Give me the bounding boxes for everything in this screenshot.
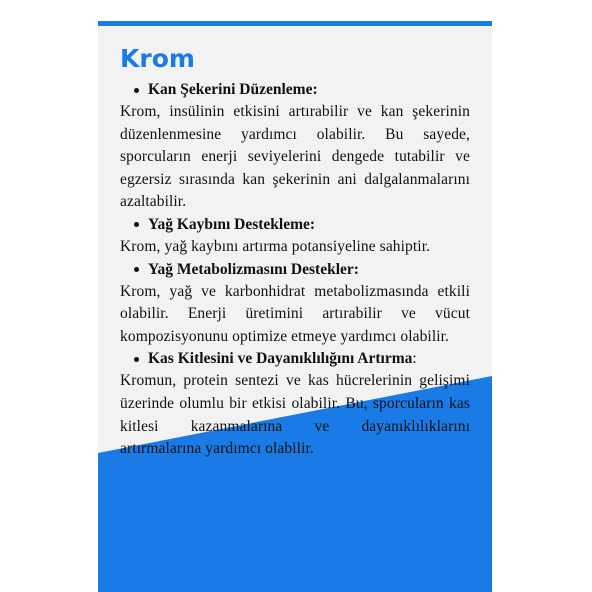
section-heading-text: Kas Kitlesini ve Dayanıklılığını Artırma — [148, 350, 413, 368]
section-heading-text: Yağ Metabolizmasını Destekler: — [148, 260, 359, 278]
section-text: Krom, yağ ve karbonhidrat metabolizmasında etkili olabilir. Enerji üretimini artırabilir ve vücut kompozisyonunu optimize etmeye yardımcı olabilir. — [120, 282, 470, 345]
section-heading-text: Kan Şekerini Düzenleme: — [148, 81, 318, 98]
bullet-icon — [134, 88, 139, 93]
section-heading-colon: : — [412, 350, 417, 368]
section-text: Krom, yağ kaybını artırma potansiyeline sahiptir. — [120, 237, 431, 255]
page-title: Krom — [120, 44, 195, 73]
section-heading-text: Yağ Kaybını Destekleme: — [148, 215, 316, 233]
content — [120, 43, 470, 461]
section-heading — [120, 214, 470, 236]
section-heading — [120, 79, 470, 101]
top-accent-bar — [98, 21, 492, 26]
section-fat-loss — [120, 214, 470, 259]
bullet-icon — [134, 222, 139, 227]
section-heading — [120, 348, 470, 370]
bullet-icon — [134, 357, 139, 362]
section-fat-metabolism — [120, 259, 470, 349]
section-heading — [120, 259, 470, 281]
bullet-icon — [134, 267, 139, 272]
section-text: Kromun, protein sentezi ve kas hücrelerinin gelişimi üzerinde olumlu bir etkisi olabilir. Bu, sporcuların kas kitlesi kazanmalarına ve dayanıklılıklarını artırmalarına yardımcı olabilir. — [120, 372, 470, 458]
section-muscle-mass — [120, 348, 470, 460]
section-text: Krom, insülinin etkisini artırabilir ve kan şekerinin düzenlenmesine yardımcı olabilir. Bu sayede, sporcuların enerji seviyelerini dengede tutabilir ve egzersiz sırasında kan şekerinin ani dalgalanmalarını azaltabilir. — [120, 103, 470, 211]
section-blood-sugar — [120, 79, 470, 214]
info-card — [98, 21, 492, 592]
